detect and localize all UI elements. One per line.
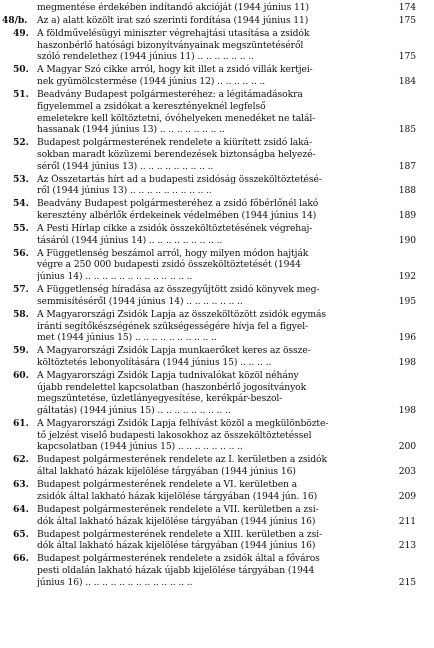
entry-line: zsidók által lakható házak kijelölése tárgyában (1944 jún. 16) (37, 490, 318, 502)
entry-title (37, 2, 393, 14)
entry-title (37, 479, 393, 502)
entry-page-number: 196 (398, 332, 416, 344)
entry-page-number: 209 (398, 490, 416, 502)
toc-entry (0, 370, 434, 417)
entry-line: Beadvány Budapest polgármesteréhez: a légitámadásokra (37, 89, 303, 101)
entry-line: A földművelésügyi miniszter végrehajtási utasítása a zsidók (37, 28, 310, 39)
toc-entry (0, 248, 434, 283)
toc-entry (0, 309, 434, 344)
entry-line: költöztetés lebonyolítására (1944 június 15) .. .. .. .. (37, 356, 272, 368)
entry-line: nek gyümölcstermése (1944 június 12) .. .. .. .. .. .. (37, 76, 266, 88)
entry-title (37, 248, 393, 283)
toc-entry (0, 418, 434, 453)
toc-entry (0, 64, 434, 87)
entry-page-number: 215 (398, 576, 416, 588)
entry-page-number: 195 (398, 295, 416, 307)
entry-title (37, 345, 393, 368)
entry-line: Budapest polgármesterének rendelete az I. kerületben a zsidók (37, 454, 327, 466)
entry-page-number: 203 (398, 466, 416, 478)
entry-line: séről (1944 június 13) .. .. .. .. .. .. .. .. .. (37, 160, 214, 172)
entry-number: 64. (13, 503, 29, 515)
entry-number: 56. (13, 247, 29, 259)
entry-line: iránti segítőkészségének szükségességére hívja fel a figyel- (37, 320, 309, 332)
entry-line: gáltatás) (1944 június 15) .. .. .. .. .. .. .. .. .. (37, 405, 231, 417)
entry-page-number: 189 (398, 210, 416, 222)
entry-line: emeletekre kell költöztetni, óvóhelyeken menedéket ne talál- (37, 112, 316, 124)
entry-page-number: 198 (398, 405, 416, 417)
toc-entry (0, 529, 434, 552)
toc-entry (0, 345, 434, 368)
entry-line: A Magyarországi Zsidók Lapja tudnivalókat közöl néhány (37, 369, 299, 381)
toc-entry (0, 174, 434, 197)
entry-line: hassanak (1944 június 13) .. .. .. .. .. .. .. .. (37, 124, 225, 136)
entry-title (37, 504, 393, 527)
toc-entry (0, 28, 434, 63)
entry-page-number: 190 (398, 234, 416, 246)
entry-number: 55. (13, 223, 29, 235)
entry-line: met (1944 június 15) .. .. .. .. .. .. .. .. .. .. (37, 332, 217, 344)
entry-line: Az Összetartás hírt ad a budapesti zsidóság összeköltöztetésé- (37, 173, 322, 185)
entry-line: tő jelzést viselő budapesti lakosokhoz az összeköltöztetéssel (37, 429, 312, 441)
entry-line: A Magyar Szó cikke arról, hogy kit illet a zsidó villák kertjei- (37, 64, 313, 76)
entry-line: Budapest polgármesterének rendelete a VII. kerületben a zsi- (37, 503, 319, 515)
entry-line: A Függetlenség híradása az összegyűjtött zsidó könyvek meg- (37, 284, 320, 296)
entry-page-number: 200 (398, 441, 416, 453)
entry-line: A Magyarországi Zsidók Lapja az összeköltözött zsidók egymás (37, 308, 326, 320)
entry-page-number: 213 (398, 540, 416, 552)
entry-page-number: 174 (398, 2, 416, 13)
entry-number: 48/b. (2, 15, 28, 26)
entry-page-number: 187 (398, 160, 416, 172)
entry-number: 62. (13, 454, 29, 466)
toc-entry (0, 479, 434, 502)
entry-number: 61. (13, 418, 29, 430)
entry-line: június 14) .. .. .. .. .. .. .. .. .. .. .. .. .. (37, 271, 193, 283)
entry-number: 50. (13, 64, 29, 76)
entry-number: 53. (13, 173, 29, 185)
toc-entry (0, 553, 434, 588)
entry-page-number: 184 (398, 76, 416, 88)
entry-line: figyelemmel a zsidókat a keresztényeknél legfelső (37, 100, 266, 112)
entry-number: 57. (13, 284, 29, 296)
entry-line: végre a 250 000 budapesti zsidó összeköltöztetését (1944 (37, 259, 301, 271)
entry-title (37, 174, 393, 197)
entry-title (37, 370, 393, 417)
table-of-contents (0, 2, 434, 588)
entry-line: ről (1944 június 13) .. .. .. .. .. .. .. .. .. .. (37, 185, 212, 197)
entry-number: 59. (13, 345, 29, 357)
entry-page-number: 185 (398, 124, 416, 136)
entry-title (37, 137, 393, 172)
toc-entry (0, 223, 434, 246)
toc-entry (0, 198, 434, 221)
entry-number: 51. (13, 89, 29, 101)
entry-line: megmentése érdekében indítandó akcióját (1944 június 11) (37, 2, 310, 13)
entry-line: Budapest polgármesterének rendelete a zsidók által a főváros (37, 553, 320, 565)
entry-line: Budapest polgármesterének rendelete a VI. kerületben a (37, 479, 298, 491)
entry-line: Budapest polgármesterének rendelete a XIII. kerületben a zsi- (37, 528, 323, 540)
entry-number: 60. (13, 369, 29, 381)
entry-line: A Függetlenség beszámol arról, hogy milyen módon hajtják (37, 247, 309, 259)
entry-number: 52. (13, 137, 29, 149)
entry-line: dók által lakható házak kijelölése tárgyában (1944 június 16) (37, 515, 316, 527)
entry-line: újabb rendelettel kapcsolatban (haszonbérlő jogosítványok (37, 381, 307, 393)
entry-line: Budapest polgármesterének rendelete a kiürített zsidó laká- (37, 137, 313, 149)
entry-line: dók által lakható házak kijelölése tárgyában (1944 június 16) (37, 540, 316, 552)
toc-entry (0, 454, 434, 477)
toc-entry (0, 89, 434, 136)
entry-number: 58. (13, 308, 29, 320)
entry-line: keresztény albérlők érdekeinek védelmében (1944 június 14) (37, 210, 317, 222)
entry-page-number: 175 (398, 15, 416, 26)
entry-line: A Magyarországi Zsidók Lapja munkaerőket keres az össze- (37, 345, 311, 357)
entry-title (37, 223, 393, 246)
entry-page-number: 192 (398, 271, 416, 283)
entry-title (37, 198, 393, 221)
entry-page-number: 188 (398, 185, 416, 197)
entry-title (37, 553, 393, 588)
entry-line: A Magyarországi Zsidók Lapja felhívást közöl a megkülönbözte- (37, 418, 329, 430)
entry-title (37, 529, 393, 552)
entry-line: tásáról (1944 június 14) .. .. .. .. .. .. .. .. .. (37, 234, 223, 246)
entry-title (37, 89, 393, 136)
entry-page-number: 211 (398, 515, 416, 527)
entry-page-number: 198 (398, 356, 416, 368)
toc-entry (0, 15, 434, 27)
entry-title (37, 284, 393, 307)
entry-page-number: 175 (398, 51, 416, 63)
entry-number: 54. (13, 198, 29, 210)
entry-number: 66. (13, 553, 29, 565)
toc-entry (0, 137, 434, 172)
entry-line: szóló rendelethez (1944 június 11) .. .. .. .. .. .. .. (37, 51, 254, 63)
entry-line: kapcsolatban (1944 június 15) .. .. .. .. .. .. .. .. (37, 441, 243, 453)
entry-line: sokban maradt közüzemi berendezések biztonságba helyezé- (37, 148, 316, 160)
entry-line: semmisítéséről (1944 június 14) .. .. .. .. .. .. .. (37, 295, 243, 307)
entry-title (37, 15, 393, 27)
entry-title (37, 418, 393, 453)
entry-line: megszüntetése, üzletlányegyesítése, kerékpár-beszol- (37, 393, 283, 405)
entry-number: 65. (13, 528, 29, 540)
toc-entry (0, 504, 434, 527)
entry-title (37, 28, 393, 63)
entry-title (37, 309, 393, 344)
entry-line: Beadvány Budapest polgármesteréhez a zsidó főbérlőnél lakó (37, 198, 319, 210)
entry-line: által lakható házak kijelölése tárgyában (1944 június 16) (37, 466, 296, 478)
entry-line: A Pesti Hírlap cikke a zsidók összeköltöztetésének végrehaj- (37, 223, 313, 235)
entry-number: 49. (13, 28, 29, 39)
entry-line: haszonbérlő hatósági bizonyítványainak megszüntetéséről (37, 39, 304, 51)
entry-line: Az a) alatt közölt irat szó szerinti fordítása (1944 június 11) (37, 15, 309, 26)
entry-line: június 16) .. .. .. .. .. .. .. .. .. .. .. .. .. (37, 576, 193, 588)
entry-title (37, 454, 393, 477)
entry-line: pesti oldalán lakható házak újabb kijelölése tárgyában (1944 (37, 564, 315, 576)
toc-entry (0, 2, 434, 14)
entry-title (37, 64, 393, 87)
entry-number: 63. (13, 479, 29, 491)
toc-entry (0, 284, 434, 307)
